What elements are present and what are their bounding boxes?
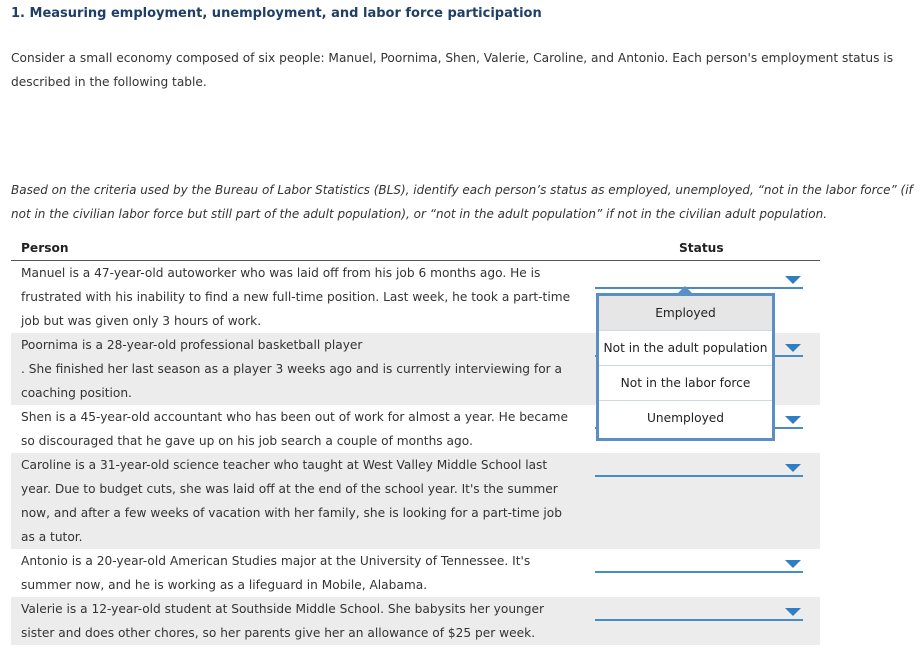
description-line: Valerie is a 12-year-old student at Southside Middle School. She babysits her younger bbox=[21, 602, 545, 616]
description-line: Shen is a 45-year-old accountant who has been out of work for almost a year. He became bbox=[21, 410, 568, 424]
intro-line: Consider a small economy composed of six people: Manuel, Poornima, Shen, Valerie, Caroline, and Antonio. Each person's employment status is bbox=[11, 51, 894, 65]
chevron-down-icon bbox=[785, 560, 801, 568]
dropdown-option-unemployed[interactable]: Unemployed bbox=[646, 411, 725, 425]
dropdown-option-not-in-adult-population[interactable]: Not in the adult population bbox=[599, 331, 772, 366]
intro-text bbox=[11, 46, 911, 94]
description-line: Caroline is a 31-year-old science teacher who taught at West Valley Middle School last bbox=[21, 458, 548, 472]
header-person: Person bbox=[21, 241, 69, 255]
chevron-down-icon bbox=[785, 416, 801, 424]
person-description bbox=[11, 405, 581, 453]
table-row bbox=[11, 549, 820, 597]
person-description bbox=[11, 597, 581, 645]
description-line: Poornima is a 28-year-old professional basketball player bbox=[21, 338, 363, 352]
table-row bbox=[11, 453, 820, 549]
description-line: . She finished her last season as a player 3 weeks ago and is currently interviewing for a bbox=[21, 362, 562, 376]
status-select-valerie[interactable] bbox=[595, 599, 803, 621]
description-line: coaching position. bbox=[21, 386, 132, 400]
status-select-antonio[interactable] bbox=[595, 551, 803, 573]
chevron-down-icon bbox=[785, 464, 801, 472]
table-row bbox=[11, 597, 820, 645]
table-header bbox=[11, 236, 820, 261]
description-line: as a tutor. bbox=[21, 530, 83, 544]
description-line: job but was given only 3 hours of work. bbox=[21, 314, 262, 328]
description-line: Manuel is a 47-year-old autoworker who was laid off from his job 6 months ago. He is bbox=[21, 266, 541, 280]
person-description bbox=[11, 333, 581, 405]
description-line: frustrated with his inability to find a new full-time position. Last week, he took a part-time bbox=[21, 290, 571, 304]
description-line: summer now, and he is working as a lifeguard in Mobile, Alabama. bbox=[21, 578, 428, 592]
status-select-manuel[interactable] bbox=[595, 267, 803, 289]
header-status: Status bbox=[679, 241, 724, 255]
description-line: so discouraged that he gave up on his job search a couple of months ago. bbox=[21, 434, 473, 448]
description-line: now, and after a few weeks of vacation with her family, she is looking for a part-time job bbox=[21, 506, 563, 520]
description-line: year. Due to budget cuts, she was laid off at the end of the school year. It's the summer bbox=[21, 482, 558, 496]
dropdown-option-not-in-labor-force[interactable]: Not in the labor force bbox=[599, 366, 772, 401]
intro-line: described in the following table. bbox=[11, 75, 207, 89]
chevron-down-icon bbox=[785, 276, 801, 284]
question-title: 1. Measuring employment, unemployment, and labor force participation bbox=[11, 6, 542, 21]
instructions-line: not in the civilian labor force but still part of the adult population), or “not in the adult population” if not in the civilian adult population. bbox=[11, 207, 828, 221]
person-description bbox=[11, 453, 581, 549]
status-dropdown-menu bbox=[596, 293, 775, 441]
person-description bbox=[11, 261, 581, 333]
instructions-text bbox=[11, 178, 921, 226]
chevron-down-icon bbox=[785, 344, 801, 352]
description-line: sister and does other chores, so her parents give her an allowance of $25 per week. bbox=[21, 626, 536, 640]
dropdown-option-employed[interactable]: Employed bbox=[599, 296, 772, 331]
person-description bbox=[11, 549, 581, 597]
dropdown-caret-icon bbox=[678, 286, 692, 293]
status-select-caroline[interactable] bbox=[595, 455, 803, 477]
description-line: Antonio is a 20-year-old American Studies major at the University of Tennessee. It's bbox=[21, 554, 531, 568]
instructions-line: Based on the criteria used by the Bureau of Labor Statistics (BLS), identify each person’s status as employed, unemployed, “not in the labor force” (if bbox=[11, 183, 913, 197]
chevron-down-icon bbox=[785, 608, 801, 616]
